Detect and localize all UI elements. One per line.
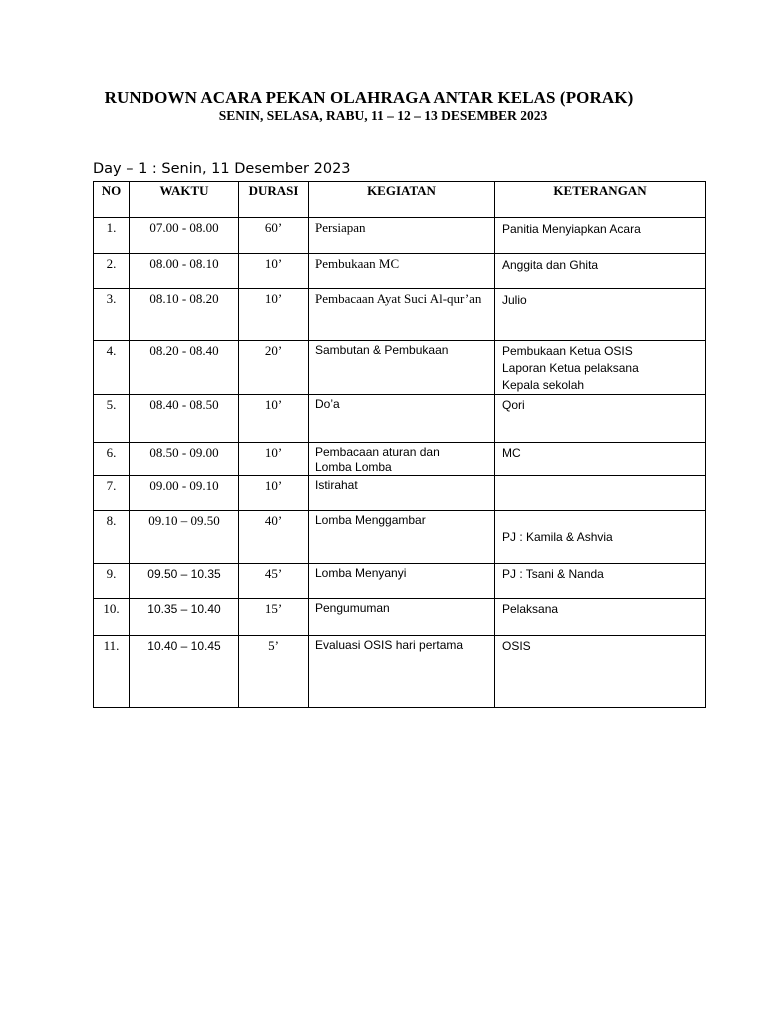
row-keterangan (495, 341, 706, 395)
row-kegiatan: Istirahat (309, 476, 495, 511)
row-kegiatan: Persiapan (309, 218, 495, 254)
row-keterangan: PJ : Tsani & Nanda (495, 564, 706, 599)
row-no: 3. (94, 289, 130, 341)
row-waktu: 08.50 - 09.00 (130, 443, 239, 476)
row-durasi: 20’ (239, 341, 309, 395)
row-no: 11. (94, 636, 130, 708)
row-durasi: 60’ (239, 218, 309, 254)
table-row (94, 443, 706, 476)
row-durasi: 10’ (239, 254, 309, 289)
row-keterangan: OSIS (495, 636, 706, 708)
row-durasi: 45’ (239, 564, 309, 599)
row-kegiatan: Pengumuman (309, 599, 495, 636)
header-keterangan: KETERANGAN (495, 182, 706, 218)
row-kegiatan: Sambutan & Pembukaan (309, 341, 495, 395)
table-row (94, 511, 706, 564)
row-keterangan: Anggita dan Ghita (495, 254, 706, 289)
document-title: RUNDOWN ACARA PEKAN OLAHRAGA ANTAR KELAS (PORAK) (104, 88, 634, 107)
row-waktu: 09.50 – 10.35 (130, 564, 239, 599)
row-keterangan: Julio (495, 289, 706, 341)
day-label: Day – 1 : Senin, 11 Desember 2023 (93, 161, 351, 177)
row-waktu: 09.10 – 09.50 (130, 511, 239, 564)
table-row (94, 218, 706, 254)
table-row (94, 341, 706, 395)
keterangan-line: Laporan Ketua pelaksana (502, 361, 639, 375)
row-waktu: 10.40 – 10.45 (130, 636, 239, 708)
row-kegiatan (309, 443, 495, 476)
document-subtitle: SENIN, SELASA, RABU, 11 – 12 – 13 DESEMBER 2023 (218, 108, 548, 123)
row-keterangan (495, 476, 706, 511)
row-durasi: 40’ (239, 511, 309, 564)
row-no: 7. (94, 476, 130, 511)
row-durasi: 15’ (239, 599, 309, 636)
row-no: 5. (94, 395, 130, 443)
rundown-table (93, 181, 706, 708)
row-kegiatan: Pembukaan MC (309, 254, 495, 289)
row-no: 9. (94, 564, 130, 599)
row-waktu: 08.20 - 08.40 (130, 341, 239, 395)
row-waktu: 08.00 - 08.10 (130, 254, 239, 289)
keterangan-line: Pembukaan Ketua OSIS (502, 344, 633, 358)
row-waktu: 09.00 - 09.10 (130, 476, 239, 511)
row-keterangan: Panitia Menyiapkan Acara (495, 218, 706, 254)
row-no: 10. (94, 599, 130, 636)
row-waktu: 08.40 - 08.50 (130, 395, 239, 443)
row-waktu: 07.00 - 08.00 (130, 218, 239, 254)
table-row (94, 395, 706, 443)
row-kegiatan: Evaluasi OSIS hari pertama (309, 636, 495, 708)
row-kegiatan: Lomba Menyanyi (309, 564, 495, 599)
row-no: 1. (94, 218, 130, 254)
row-keterangan: MC (495, 443, 706, 476)
row-durasi: 10’ (239, 443, 309, 476)
table-row (94, 564, 706, 599)
row-durasi: 10’ (239, 395, 309, 443)
row-waktu: 08.10 - 08.20 (130, 289, 239, 341)
table-row (94, 599, 706, 636)
row-no: 6. (94, 443, 130, 476)
row-no: 8. (94, 511, 130, 564)
kegiatan-line: Lomba Lomba (315, 460, 392, 474)
row-durasi: 10’ (239, 289, 309, 341)
row-kegiatan: Pembacaan Ayat Suci Al-qur’an (309, 289, 495, 341)
header-durasi: DURASI (239, 182, 309, 218)
row-durasi: 5’ (239, 636, 309, 708)
table-row (94, 476, 706, 511)
header-no: NO (94, 182, 130, 218)
row-kegiatan: Lomba Menggambar (309, 511, 495, 564)
table-header-row (94, 182, 706, 218)
table-row (94, 636, 706, 708)
keterangan-line: Kepala sekolah (502, 378, 585, 392)
table-row (94, 289, 706, 341)
table-row (94, 254, 706, 289)
header-kegiatan: KEGIATAN (309, 182, 495, 218)
row-durasi: 10’ (239, 476, 309, 511)
header-waktu: WAKTU (130, 182, 239, 218)
row-keterangan: Pelaksana (495, 599, 706, 636)
row-no: 2. (94, 254, 130, 289)
row-kegiatan: Do’a (309, 395, 495, 443)
kegiatan-line: Pembacaan aturan dan (315, 445, 440, 459)
row-keterangan: Qori (495, 395, 706, 443)
row-keterangan: PJ : Kamila & Ashvia (495, 511, 706, 564)
row-waktu: 10.35 – 10.40 (130, 599, 239, 636)
row-no: 4. (94, 341, 130, 395)
